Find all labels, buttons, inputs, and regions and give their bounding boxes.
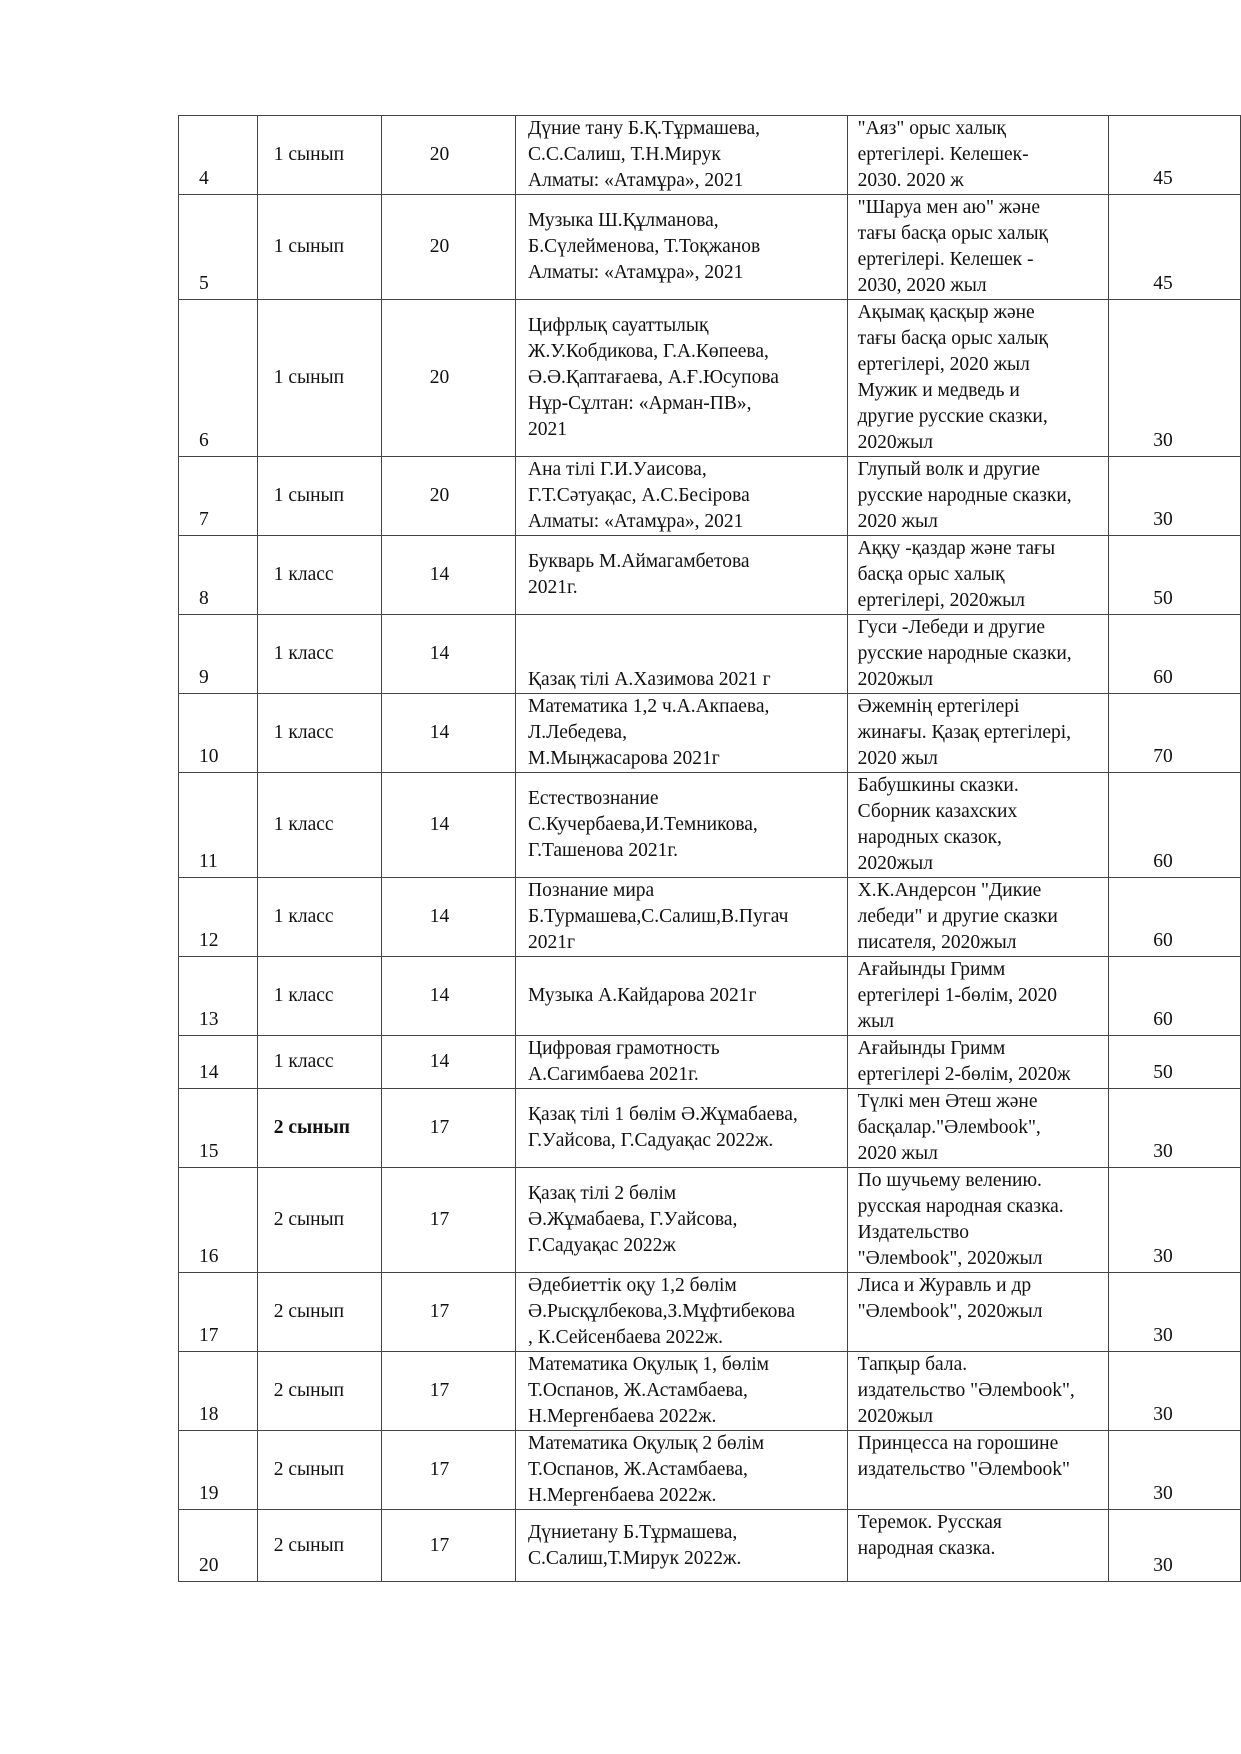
extra-reading-cell: Ағайынды Гримм ертегілері 2-бөлім, 2020ж [847, 1036, 1109, 1089]
extra-reading-cell: Ақымақ қасқыр және тағы басқа орыс халық ертегілері, 2020 жыл Мужик и медведь и другие русские сказки, 2020жыл [847, 300, 1109, 457]
quantity-cell: 50 [1109, 1036, 1241, 1089]
textbook-cell: Дүние тану Б.Қ.Тұрмашева, С.С.Салиш, Т.Н.Мирук Алматы: «Атамұра», 2021 [516, 116, 848, 195]
table-row [179, 1352, 1241, 1431]
textbook-cell: Математика Оқулық 2 бөлім Т.Оспанов, Ж.Астамбаева, Н.Мергенбаева 2022ж. [516, 1431, 848, 1510]
row-number: 8 [179, 536, 258, 615]
class-cell: 1 класс [257, 878, 381, 957]
extra-reading-cell: Теремок. Русская народная сказка. [847, 1510, 1109, 1582]
student-count-cell: 17 [381, 1168, 515, 1273]
student-count-cell: 20 [381, 457, 515, 536]
extra-reading-cell: Лиса и Журавль и др "Әлемbook", 2020жыл [847, 1273, 1109, 1352]
textbook-cell: Математика Оқулық 1, бөлім Т.Оспанов, Ж.Астамбаева, Н.Мергенбаева 2022ж. [516, 1352, 848, 1431]
class-cell: 2 сынып [257, 1352, 381, 1431]
quantity-cell: 30 [1109, 1431, 1241, 1510]
textbook-cell: Музыка Ш.Құлманова, Б.Сүлейменова, Т.Тоқжанов Алматы: «Атамұра», 2021 [516, 195, 848, 300]
table-row [179, 195, 1241, 300]
class-cell: 2 сынып [257, 1168, 381, 1273]
table-row [179, 878, 1241, 957]
extra-reading-cell: Тапқыр бала. издательство "Әлемbook", 2020жыл [847, 1352, 1109, 1431]
textbook-cell: Қазақ тілі А.Хазимова 2021 г [516, 615, 848, 694]
textbook-cell: Ана тілі Г.И.Уаисова, Г.Т.Сәтуақас, А.С.Бесірова Алматы: «Атамұра», 2021 [516, 457, 848, 536]
quantity-cell: 45 [1109, 195, 1241, 300]
extra-reading-cell: Әжемнің ертегілері жинағы. Қазақ ертегілері, 2020 жыл [847, 694, 1109, 773]
class-cell: 1 сынып [257, 195, 381, 300]
row-number: 17 [179, 1273, 258, 1352]
table-row [179, 694, 1241, 773]
table-row [179, 1036, 1241, 1089]
table-row [179, 536, 1241, 615]
student-count-cell: 17 [381, 1089, 515, 1168]
class-cell: 1 класс [257, 694, 381, 773]
table-row [179, 1089, 1241, 1168]
row-number: 18 [179, 1352, 258, 1431]
row-number: 10 [179, 694, 258, 773]
table-row [179, 1273, 1241, 1352]
table-row [179, 300, 1241, 457]
student-count-cell: 20 [381, 195, 515, 300]
quantity-cell: 60 [1109, 615, 1241, 694]
textbook-cell: Қазақ тілі 2 бөлім Ә.Жұмабаева, Г.Уайсова, Г.Садуақас 2022ж [516, 1168, 848, 1273]
textbook-cell: Музыка А.Кайдарова 2021г [516, 957, 848, 1036]
extra-reading-cell: Гуси -Лебеди и другие русские народные сказки, 2020жыл [847, 615, 1109, 694]
table-row [179, 615, 1241, 694]
class-cell: 2 сынып [257, 1089, 381, 1168]
table-row [179, 957, 1241, 1036]
quantity-cell: 30 [1109, 457, 1241, 536]
extra-reading-cell: "Шаруа мен аю" және тағы басқа орыс халық ертегілері. Келешек - 2030, 2020 жыл [847, 195, 1109, 300]
class-cell: 1 сынып [257, 300, 381, 457]
quantity-cell: 30 [1109, 1168, 1241, 1273]
textbook-cell: Қазақ тілі 1 бөлім Ә.Жұмабаева, Г.Уайсова, Г.Садуақас 2022ж. [516, 1089, 848, 1168]
textbook-cell: Цифрлық сауаттылық Ж.У.Кобдикова, Г.А.Көпеева, Ә.Ә.Қаптағаева, А.Ғ.Юсупова Нұр-Сұлтан: «Арман-ПВ», 2021 [516, 300, 848, 457]
extra-reading-cell: Принцесса на горошине издательство "Әлемbook" [847, 1431, 1109, 1510]
extra-reading-cell: Аққу -қаздар және тағы басқа орыс халық ертегілері, 2020жыл [847, 536, 1109, 615]
row-number: 15 [179, 1089, 258, 1168]
row-number: 14 [179, 1036, 258, 1089]
textbook-cell: Дүниетану Б.Тұрмашева, С.Салиш,Т.Мирук 2022ж. [516, 1510, 848, 1582]
class-cell: 2 сынып [257, 1431, 381, 1510]
textbook-cell: Әдебиеттік оқу 1,2 бөлім Ә.Рысқұлбекова,З.Мұфтибекова , К.Сейсенбаева 2022ж. [516, 1273, 848, 1352]
class-cell: 2 сынып [257, 1273, 381, 1352]
student-count-cell: 14 [381, 878, 515, 957]
quantity-cell: 60 [1109, 773, 1241, 878]
quantity-cell: 30 [1109, 1510, 1241, 1582]
student-count-cell: 14 [381, 536, 515, 615]
extra-reading-cell: По шучьему велению. русская народная сказка. Издательство "Әлемbook", 2020жыл [847, 1168, 1109, 1273]
quantity-cell: 30 [1109, 1273, 1241, 1352]
class-cell: 1 сынып [257, 116, 381, 195]
textbook-cell: Познание мира Б.Турмашева,С.Салиш,В.Пугач 2021г [516, 878, 848, 957]
table-body [179, 116, 1241, 1582]
student-count-cell: 14 [381, 957, 515, 1036]
quantity-cell: 30 [1109, 300, 1241, 457]
table-row [179, 457, 1241, 536]
student-count-cell: 17 [381, 1510, 515, 1582]
class-cell: 1 класс [257, 773, 381, 878]
class-cell: 1 сынып [257, 457, 381, 536]
quantity-cell: 30 [1109, 1352, 1241, 1431]
class-cell: 1 класс [257, 957, 381, 1036]
quantity-cell: 60 [1109, 957, 1241, 1036]
row-number: 12 [179, 878, 258, 957]
row-number: 4 [179, 116, 258, 195]
class-cell: 1 класс [257, 615, 381, 694]
textbook-cell: Цифровая грамотность А.Сагимбаева 2021г. [516, 1036, 848, 1089]
class-cell: 1 класс [257, 536, 381, 615]
row-number: 9 [179, 615, 258, 694]
row-number: 19 [179, 1431, 258, 1510]
row-number: 7 [179, 457, 258, 536]
table-row [179, 773, 1241, 878]
student-count-cell: 14 [381, 694, 515, 773]
book-inventory-table [178, 115, 1241, 1582]
student-count-cell: 17 [381, 1431, 515, 1510]
table-row [179, 1510, 1241, 1582]
textbook-cell: Букварь М.Аймагамбетова 2021г. [516, 536, 848, 615]
student-count-cell: 14 [381, 773, 515, 878]
table-row [179, 1168, 1241, 1273]
quantity-cell: 30 [1109, 1089, 1241, 1168]
row-number: 6 [179, 300, 258, 457]
quantity-cell: 50 [1109, 536, 1241, 615]
extra-reading-cell: Х.К.Андерсон "Дикие лебеди" и другие сказки писателя, 2020жыл [847, 878, 1109, 957]
row-number: 20 [179, 1510, 258, 1582]
student-count-cell: 20 [381, 300, 515, 457]
textbook-cell: Математика 1,2 ч.А.Акпаева, Л.Лебедева, М.Мыңжасарова 2021г [516, 694, 848, 773]
student-count-cell: 17 [381, 1273, 515, 1352]
quantity-cell: 70 [1109, 694, 1241, 773]
textbook-cell: Естествознание С.Кучербаева,И.Темникова, Г.Ташенова 2021г. [516, 773, 848, 878]
row-number: 16 [179, 1168, 258, 1273]
table-row [179, 1431, 1241, 1510]
extra-reading-cell: Бабушкины сказки. Сборник казахских народных сказок, 2020жыл [847, 773, 1109, 878]
row-number: 13 [179, 957, 258, 1036]
extra-reading-cell: Түлкі мен Әтеш және басқалар."Әлемbook", 2020 жыл [847, 1089, 1109, 1168]
class-cell: 1 класс [257, 1036, 381, 1089]
extra-reading-cell: Глупый волк и другие русские народные сказки, 2020 жыл [847, 457, 1109, 536]
row-number: 11 [179, 773, 258, 878]
extra-reading-cell: Ағайынды Гримм ертегілері 1-бөлім, 2020 жыл [847, 957, 1109, 1036]
class-cell: 2 сынып [257, 1510, 381, 1582]
student-count-cell: 17 [381, 1352, 515, 1431]
quantity-cell: 45 [1109, 116, 1241, 195]
extra-reading-cell: "Аяз" орыс халық ертегілері. Келешек- 2030. 2020 ж [847, 116, 1109, 195]
quantity-cell: 60 [1109, 878, 1241, 957]
student-count-cell: 14 [381, 615, 515, 694]
student-count-cell: 20 [381, 116, 515, 195]
row-number: 5 [179, 195, 258, 300]
student-count-cell: 14 [381, 1036, 515, 1089]
table-row [179, 116, 1241, 195]
